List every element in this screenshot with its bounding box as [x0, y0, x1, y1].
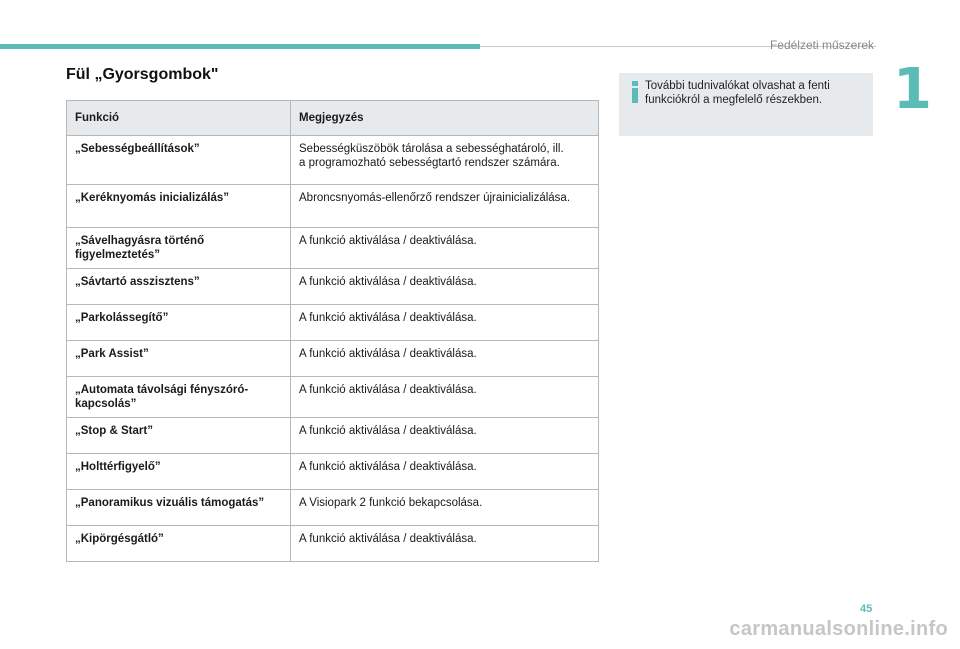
note-cell: A funkció aktiválása / deaktiválása. — [291, 341, 599, 377]
note-cell: Abroncsnyomás-ellenőrző rendszer újrainicializálása. — [291, 185, 599, 228]
section-title: Fedélzeti műszerek — [769, 38, 874, 52]
function-cell: „Sávtartó asszisztens” — [67, 269, 291, 305]
page-title: Fül „Gyorsgombok" — [66, 66, 219, 83]
table-row — [67, 377, 599, 418]
watermark: carmanualsonline.info — [729, 618, 948, 640]
table-row — [67, 228, 599, 269]
table-row — [67, 305, 599, 341]
info-icon — [629, 81, 641, 103]
column-header-note: Megjegyzés — [291, 101, 599, 136]
table-row — [67, 418, 599, 454]
note-cell: A funkció aktiválása / deaktiválása. — [291, 305, 599, 341]
note-cell: Sebességküszöbök tárolása a sebességhatároló, ill. a programozható sebességtartó rendszer számára. — [291, 136, 599, 185]
function-cell: „Automata távolsági fényszóró-kapcsolás” — [67, 377, 291, 418]
function-cell: „Holttérfigyelő” — [67, 454, 291, 490]
table-row — [67, 185, 599, 228]
note-cell: A funkció aktiválása / deaktiválása. — [291, 228, 599, 269]
column-header-function: Funkció — [67, 101, 291, 136]
function-cell: „Parkolássegítő” — [67, 305, 291, 341]
note-cell: A funkció aktiválása / deaktiválása. — [291, 454, 599, 490]
table-row — [67, 490, 599, 526]
note-cell: A funkció aktiválása / deaktiválása. — [291, 377, 599, 418]
info-note-text: További tudnivalókat olvashat a fenti funkciókról a megfelelő részekben. — [645, 80, 830, 106]
function-table — [66, 100, 599, 562]
note-cell: A funkció aktiválása / deaktiválása. — [291, 269, 599, 305]
info-note-box — [619, 73, 873, 136]
function-cell: „Park Assist” — [67, 341, 291, 377]
table-row — [67, 269, 599, 305]
function-cell: „Sebességbeállítások” — [67, 136, 291, 185]
header-accent-rule — [0, 44, 480, 49]
table-row — [67, 454, 599, 490]
table-row — [67, 136, 599, 185]
note-cell: A Visiopark 2 funkció bekapcsolása. — [291, 490, 599, 526]
table-row — [67, 526, 599, 562]
note-cell: A funkció aktiválása / deaktiválása. — [291, 418, 599, 454]
table-header-row — [67, 101, 599, 136]
function-cell: „Panoramikus vizuális támogatás” — [67, 490, 291, 526]
table-row — [67, 341, 599, 377]
function-cell: „Kipörgésgátló” — [67, 526, 291, 562]
function-cell: „Keréknyomás inicializálás” — [67, 185, 291, 228]
chapter-number: 1 — [893, 57, 932, 122]
page-number: 45 — [860, 603, 873, 615]
function-cell: „Sávelhagyásra történő figyelmeztetés” — [67, 228, 291, 269]
note-cell: A funkció aktiválása / deaktiválása. — [291, 526, 599, 562]
function-cell: „Stop & Start” — [67, 418, 291, 454]
